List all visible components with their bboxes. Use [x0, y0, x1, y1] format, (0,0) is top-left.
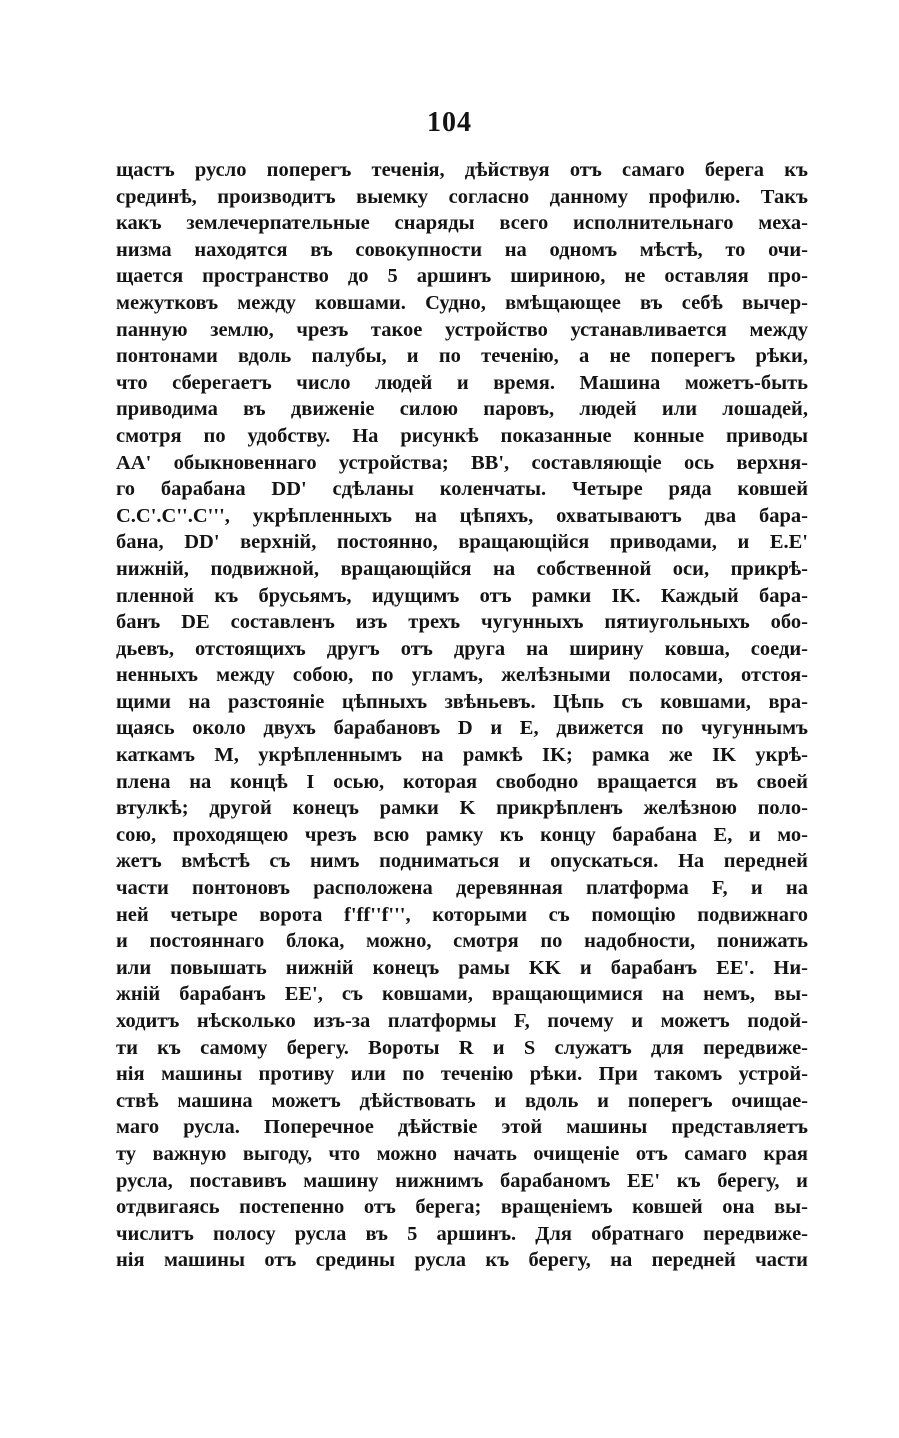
text-line: ней четыре ворота f'ff''f''', которыми съ помощію подвижнаго — [116, 903, 808, 926]
text-line: каткамъ M, укрѣпленнымъ на рамкѣ IK; рамка же IK укрѣ- — [116, 744, 808, 767]
text-line: банъ DE составленъ изъ трехъ чугунныхъ пятиугольныхъ обо- — [116, 611, 808, 634]
text-line: втулкѣ; другой конецъ рамки K прикрѣпленъ желѣзною поло- — [116, 797, 808, 820]
text-line: дьевъ, отстоящихъ другъ отъ друга на ширину ковша, соеди- — [116, 637, 808, 660]
text-line: низма находятся въ совокупности на одномъ мѣстѣ, то очи- — [116, 238, 808, 261]
text-line: маго русла. Поперечное дѣйствіе этой машины представляетъ — [116, 1116, 808, 1139]
page-number: 104 — [427, 107, 472, 138]
text-line: сою, проходящею чрезъ всю рамку къ концу барабана E, и мо- — [116, 823, 808, 846]
text-line: C.C'.C''.C''', укрѣпленныхъ на цѣпяхъ, охватываютъ два бара- — [116, 504, 808, 527]
text-line: AA' обыкновеннаго устройства; BB', составляющіе ось верхня- — [116, 451, 808, 474]
text-line: нижній, подвижной, вращающійся на собственной оси, прикрѣ- — [116, 557, 808, 580]
text-line: срединѣ, производитъ выемку согласно данному профилю. Такъ — [116, 185, 808, 208]
text-line: го барабана DD' сдѣланы коленчаты. Четыре ряда ковшей — [116, 478, 808, 501]
text-line: межутковъ между ковшами. Судно, вмѣщающее въ себѣ вычер- — [116, 291, 808, 314]
text-line: числитъ полосу русла въ 5 аршинъ. Для обратнаго передвиже- — [116, 1222, 808, 1245]
text-line: пленной къ брусьямъ, идущимъ отъ рамки IK. Каждый бара- — [116, 584, 808, 607]
text-line: отдвигаясь постепенно отъ берега; вращеніемъ ковшей она вы- — [116, 1196, 808, 1219]
text-line: части понтоновъ расположена деревянная платформа F, и на — [116, 877, 808, 900]
text-line: русла, поставивъ машину нижнимъ барабаномъ EE' къ берегу, и — [116, 1169, 808, 1192]
text-line: ти къ самому берегу. Вороты R и S служатъ для передвиже- — [116, 1036, 808, 1059]
text-line: щаясь около двухъ барабановъ D и E, движется по чугуннымъ — [116, 717, 808, 740]
text-line: ту важную выгоду, что можно начать очищеніе отъ самаго края — [116, 1142, 808, 1165]
text-line: смотря по удобству. На рисункѣ показанные конные приводы — [116, 424, 808, 447]
text-line: панную землю, чрезъ такое устройство устанавливается между — [116, 318, 808, 341]
text-line: и постояннаго блока, можно, смотря по надобности, понижать — [116, 930, 808, 953]
text-line: бана, DD' верхній, постоянно, вращающійся приводами, и E.E' — [116, 531, 808, 554]
text-line: щастъ русло поперегъ теченія, дѣйствуя отъ самаго берега къ — [116, 159, 808, 181]
text-line: нія машины противу или по теченію рѣки. При такомъ устрой- — [116, 1063, 808, 1086]
text-line: или повышать нижній конецъ рамы KK и барабанъ EE'. Ни- — [116, 956, 808, 979]
text-line: какъ землечерпательные снаряды всего исполнительнаго меха- — [116, 212, 808, 235]
text-line: приводима въ движеніе силою паровъ, людей или лошадей, — [116, 398, 808, 421]
body-text — [116, 157, 808, 1274]
text-line: понтонами вдоль палубы, и по теченію, а не поперегъ рѣки, — [116, 345, 808, 368]
text-line: жній барабанъ EE', съ ковшами, вращающимися на немъ, вы- — [116, 983, 808, 1006]
text-line: что сберегаетъ число людей и время. Машина можетъ-быть — [116, 371, 808, 394]
text-line: щается пространство до 5 аршинъ шириною, не оставляя про- — [116, 265, 808, 288]
text-line: нія машины отъ средины русла къ берегу, на передней части — [116, 1249, 808, 1272]
text-line: жетъ вмѣстѣ съ нимъ подниматься и опускаться. На передней — [116, 850, 808, 873]
text-line: ходитъ нѣсколько изъ-за платформы F, почему и можетъ подой- — [116, 1010, 808, 1032]
text-line: ненныхъ между собою, по угламъ, желѣзными полосами, отстоя- — [116, 664, 808, 687]
text-line: ствѣ машина можетъ дѣйствовать и вдоль и поперегъ очищае- — [116, 1089, 808, 1112]
text-line: щими на разстояніе цѣпныхъ звѣньевъ. Цѣпь съ ковшами, вра- — [116, 690, 808, 713]
text-line: плена на концѣ I осью, которая свободно вращается въ своей — [116, 770, 808, 793]
